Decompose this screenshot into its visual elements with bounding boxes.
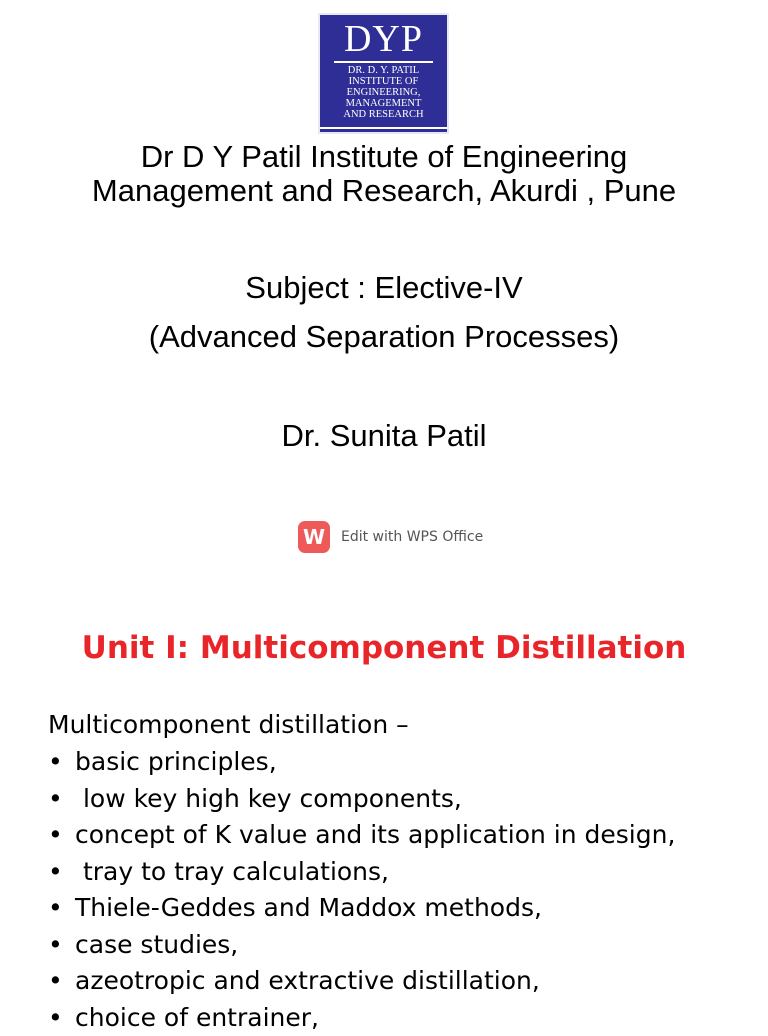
bullet: •: [48, 781, 63, 818]
bullet: •: [48, 1000, 63, 1036]
bullet: •: [48, 927, 63, 964]
list-item: [48, 854, 675, 891]
list-item: [48, 927, 675, 964]
unit-title: Unit I: Multicomponent Distillation: [0, 628, 768, 668]
list-item: [48, 817, 675, 854]
list-item: [48, 781, 675, 818]
logo-text: [320, 65, 447, 120]
topic-text: tray to tray calculations,: [75, 857, 389, 886]
bullet: •: [48, 817, 63, 854]
topic-text: basic principles,: [75, 747, 277, 776]
logo-text-line: ENGINEERING,: [320, 87, 447, 98]
wps-office-icon: W: [298, 521, 330, 553]
topic-text: concept of K value and its application in design,: [75, 820, 675, 849]
topic-text: choice of entrainer,: [75, 1003, 319, 1032]
bullet: •: [48, 854, 63, 891]
subject-name: (Advanced Separation Processes): [0, 319, 768, 355]
list-item: [48, 1000, 675, 1036]
topic-text: Thiele-Geddes and Maddox methods,: [75, 893, 542, 922]
logo-mark: DYP: [320, 19, 447, 59]
logo-text-line: DR. D. Y. PATIL: [320, 65, 447, 76]
institute-name-line1: Dr D Y Patil Institute of Engineering: [0, 139, 768, 175]
logo-text-line: INSTITUTE OF: [320, 76, 447, 87]
list-item: [48, 890, 675, 927]
logo-rule: [334, 61, 433, 63]
institute-logo: [318, 13, 449, 134]
topic-text: case studies,: [75, 930, 238, 959]
bullet: •: [48, 890, 63, 927]
logo-underline: [320, 127, 447, 129]
subject-line: Subject : Elective-IV: [0, 270, 768, 306]
list-item: [48, 963, 675, 1000]
topic-list: [48, 744, 675, 1036]
logo-text-line: AND RESEARCH: [320, 109, 447, 120]
wps-label: Edit with WPS Office: [341, 529, 483, 545]
logo-text-line: MANAGEMENT: [320, 98, 447, 109]
topic-text: low key high key components,: [75, 784, 462, 813]
topic-text: azeotropic and extractive distillation,: [75, 966, 540, 995]
bullet: •: [48, 744, 63, 781]
topic-intro: Multicomponent distillation –: [48, 707, 409, 743]
list-item: [48, 744, 675, 781]
author-name: Dr. Sunita Patil: [0, 418, 768, 454]
bullet: •: [48, 963, 63, 1000]
institute-name-line2: Management and Research, Akurdi , Pune: [0, 173, 768, 209]
wps-watermark[interactable]: [298, 521, 483, 553]
